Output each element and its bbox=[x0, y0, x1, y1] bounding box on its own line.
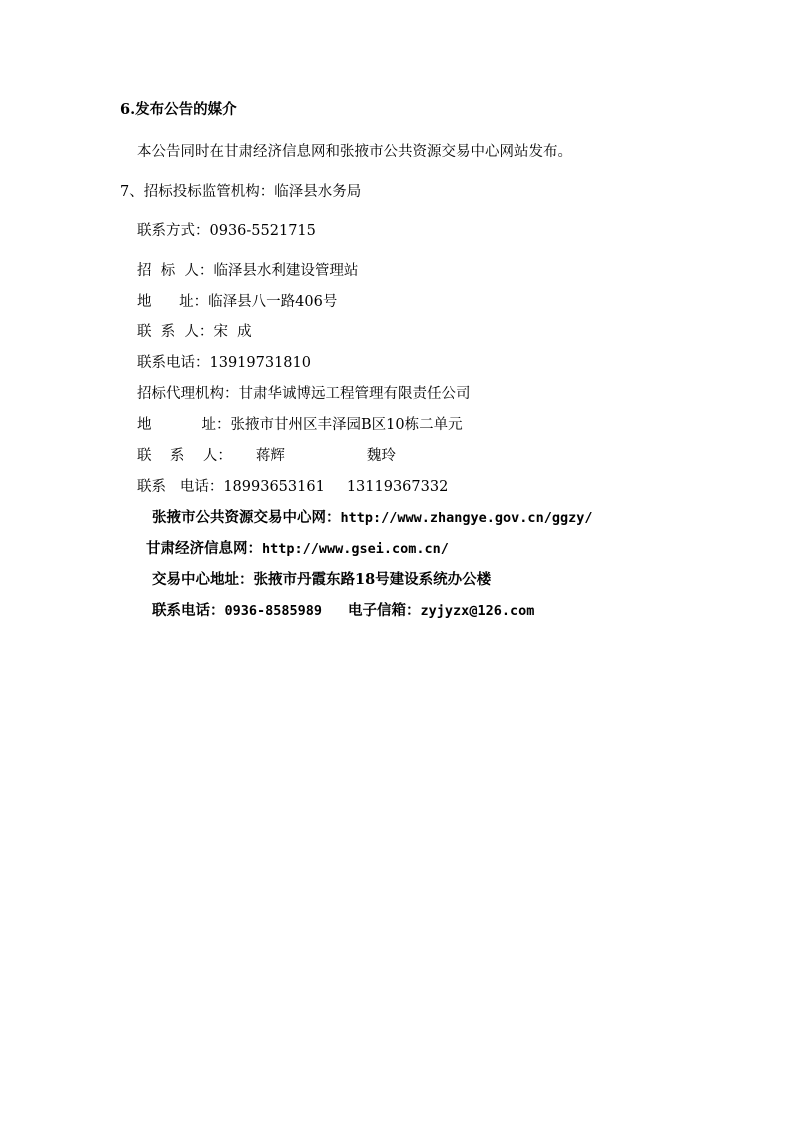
tenderer-contact-row bbox=[137, 322, 252, 342]
center-site-link[interactable]: http://www.zhangye.gov.cn/ggzy/ bbox=[340, 510, 593, 526]
agency-name-value: 甘肃华诚博远工程管理有限责任公司 bbox=[238, 386, 471, 402]
agency-contact-row bbox=[137, 446, 396, 466]
tenderer-address-row bbox=[137, 292, 337, 312]
agency-contact-value-2: 魏玲 bbox=[366, 448, 396, 464]
tenderer-name-value: 临泽县水利建设管理站 bbox=[213, 263, 359, 279]
supervisor-contact-method: 联系方式：0936-5521715 bbox=[137, 223, 316, 239]
tenderer-contact-label: 联 系 人： bbox=[137, 324, 214, 340]
center-site-label: 张掖市公共资源交易中心网： bbox=[152, 509, 341, 526]
gsei-site-label: 甘肃经济信息网： bbox=[146, 540, 262, 557]
tenderer-phone-row bbox=[137, 353, 311, 373]
section-7-heading: 7、招标投标监管机构：临泽县水务局 bbox=[120, 184, 362, 200]
agency-phone-label: 联系 电话： bbox=[137, 479, 224, 495]
agency-address-row bbox=[137, 415, 463, 435]
tenderer-address-value: 临泽县八一路406号 bbox=[208, 294, 338, 310]
agency-phone-row bbox=[137, 477, 448, 497]
tenderer-name-label: 招 标 人： bbox=[137, 263, 214, 279]
tenderer-phone-value: 13919731810 bbox=[209, 355, 311, 371]
center-contact-row bbox=[152, 601, 534, 621]
center-email-label: 电子信箱： bbox=[348, 602, 421, 619]
tenderer-name-row bbox=[137, 261, 358, 281]
agency-address-label: 地 bbox=[137, 417, 152, 433]
tenderer-contact-value: 宋 成 bbox=[213, 324, 252, 340]
center-email-value[interactable]: zyjyzx@126.com bbox=[420, 603, 535, 619]
section-6-heading: 6.发布公告的媒介 bbox=[120, 101, 237, 118]
agency-address-value: 张掖市甘州区丰泽园B区10栋二单元 bbox=[230, 417, 463, 433]
center-address-value: 张掖市丹霞东路18号建设系统办公楼 bbox=[253, 571, 492, 588]
agency-phone-value-1: 18993653161 bbox=[223, 479, 325, 495]
agency-contact-value-1: 蒋辉 bbox=[255, 448, 285, 464]
agency-address-label-2: 址： bbox=[201, 417, 231, 433]
center-phone-label: 联系电话： bbox=[152, 602, 225, 619]
tenderer-phone-label: 联系电话： bbox=[137, 355, 210, 371]
gsei-site-link[interactable]: http://www.gsei.com.cn/ bbox=[262, 541, 449, 557]
center-phone-value: 0936-8585989 bbox=[224, 603, 323, 619]
center-site-row bbox=[152, 508, 592, 528]
agency-contact-label: 联 系 人： bbox=[137, 448, 232, 464]
tenderer-address-label: 地 址： bbox=[137, 294, 209, 310]
center-address-row bbox=[152, 570, 491, 590]
agency-name-label: 招标代理机构： bbox=[137, 386, 239, 402]
agency-phone-value-2: 13119367332 bbox=[346, 479, 449, 495]
section-6-body: 本公告同时在甘肃经济信息网和张掖市公共资源交易中心网站发布。 bbox=[137, 144, 572, 160]
agency-name-row bbox=[137, 384, 471, 404]
center-address-label: 交易中心地址： bbox=[152, 571, 254, 588]
gsei-site-row bbox=[146, 539, 449, 559]
